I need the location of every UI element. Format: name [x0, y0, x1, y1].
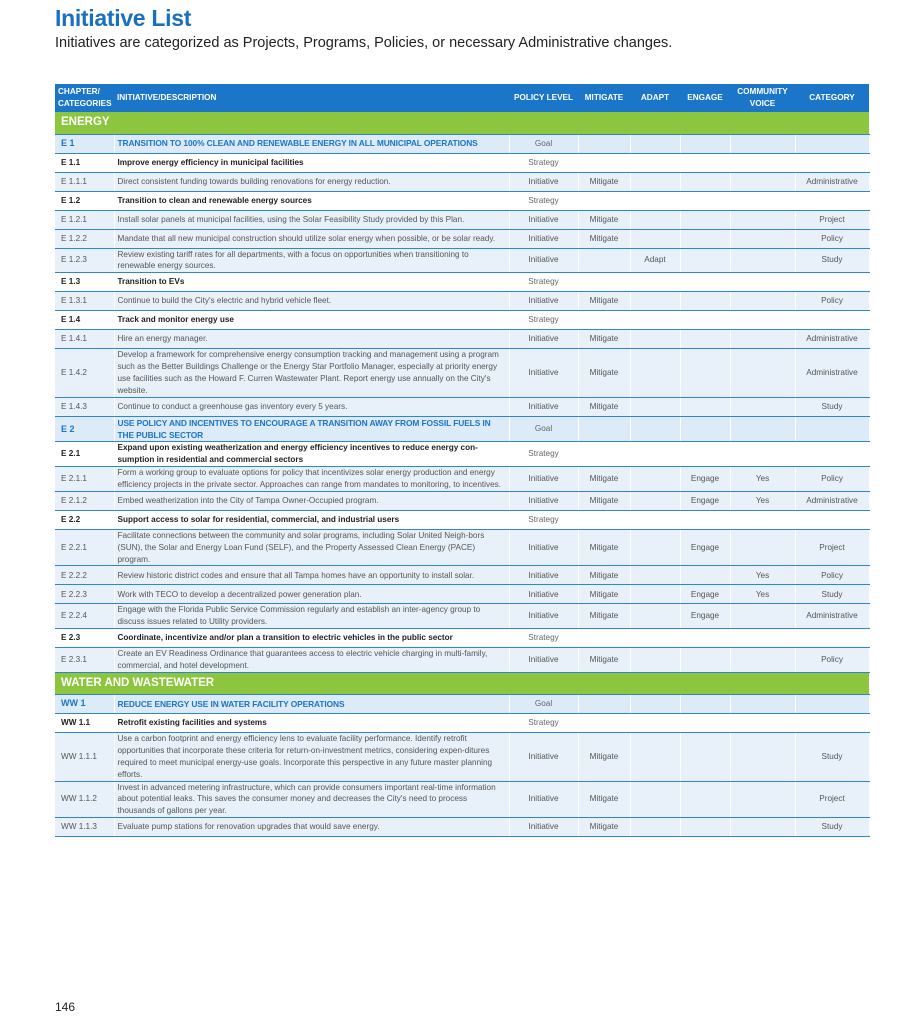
row-description: Support access to solar for residential, commercial, and industrial users [114, 510, 509, 529]
row-mitigate [578, 191, 630, 210]
row-policy-level: Strategy [509, 629, 578, 648]
table-row-strategy [55, 191, 869, 210]
row-description: Form a working group to evaluate options for policy that incentivizes solar energy production and energy efficiency projects in the private sector. Approaches can range from mandates to monitoring, to incentives. [114, 467, 509, 492]
row-description: Facilitate connections between the community and solar programs, including Solar United Neigh-bors (SUN), the Solar and Energy Loan Fund (SELF), and the Property Assessed Clean Energy (PACE) program. [114, 529, 509, 566]
row-policy-level: Initiative [509, 292, 578, 311]
row-community-voice [730, 330, 795, 349]
row-description: Invest in advanced metering infrastructure, which can provide consumers important real-time information about potential leaks. This saves the consumer money and decreases the City's need to process thousands of gallons per year. [114, 781, 509, 818]
row-category: Administrative [795, 491, 869, 510]
row-description: TRANSITION TO 100% CLEAN AND RENEWABLE ENERGY IN ALL MUNICIPAL OPERATIONS [114, 134, 509, 153]
row-description: Embed weatherization into the City of Tampa Owner-Occupied program. [114, 491, 509, 510]
row-engage [680, 134, 730, 153]
row-policy-level: Strategy [509, 191, 578, 210]
row-mitigate [578, 153, 630, 172]
row-engage [680, 292, 730, 311]
row-category: Policy [795, 467, 869, 492]
row-mitigate [578, 695, 630, 714]
row-mitigate: Mitigate [578, 172, 630, 191]
row-description: Direct consistent funding towards building renovations for energy reduction. [114, 172, 509, 191]
row-category [795, 273, 869, 292]
row-adapt [630, 191, 680, 210]
table-row-strategy [55, 273, 869, 292]
row-adapt [630, 416, 680, 441]
row-id: E 1.4 [55, 311, 114, 330]
row-id: E 2.2.1 [55, 529, 114, 566]
table-header-row [55, 84, 869, 112]
row-id: E 2.2.4 [55, 604, 114, 629]
row-id: E 2.2.2 [55, 566, 114, 585]
row-description: Review existing tariff rates for all departments, with a focus on opportunities when transitioning to renewable energy sources. [114, 248, 509, 273]
row-adapt [630, 585, 680, 604]
row-id: E 2.1.2 [55, 491, 114, 510]
row-category [795, 510, 869, 529]
row-category: Policy [795, 566, 869, 585]
row-category [795, 714, 869, 733]
row-community-voice [730, 781, 795, 818]
row-id: WW 1 [55, 695, 114, 714]
row-adapt [630, 330, 680, 349]
row-description: Mandate that all new municipal construction should utilize solar energy when possible, or be solar ready. [114, 229, 509, 248]
table-body [55, 112, 869, 837]
row-policy-level: Goal [509, 416, 578, 441]
row-category: Policy [795, 648, 869, 673]
row-adapt [630, 349, 680, 398]
row-id: E 1.4.1 [55, 330, 114, 349]
row-community-voice [730, 733, 795, 782]
row-id: E 2.2 [55, 510, 114, 529]
row-community-voice [730, 153, 795, 172]
row-id: E 2.3 [55, 629, 114, 648]
row-mitigate: Mitigate [578, 292, 630, 311]
row-policy-level: Initiative [509, 397, 578, 416]
row-engage [680, 510, 730, 529]
row-policy-level: Initiative [509, 210, 578, 229]
row-policy-level: Strategy [509, 714, 578, 733]
row-community-voice [730, 529, 795, 566]
row-mitigate [578, 416, 630, 441]
row-description: Review historic district codes and ensure that all Tampa homes have an opportunity to install solar. [114, 566, 509, 585]
row-community-voice: Yes [730, 491, 795, 510]
row-policy-level: Goal [509, 695, 578, 714]
row-id: WW 1.1 [55, 714, 114, 733]
row-policy-level: Initiative [509, 529, 578, 566]
row-adapt [630, 311, 680, 330]
row-engage [680, 714, 730, 733]
table-row-strategy [55, 714, 869, 733]
row-id: E 1.4.3 [55, 397, 114, 416]
row-engage [680, 416, 730, 441]
row-category: Project [795, 210, 869, 229]
row-description: Develop a framework for comprehensive energy consumption tracking and management using a program such as the Better Buildings Challenge or the Energy Star Portfolio Manager, especially at priority energy use facilities such as the Howard F. Curren Wastewater Plant. Report energy use annually on the City's website. [114, 349, 509, 398]
row-adapt: Adapt [630, 248, 680, 273]
row-engage [680, 818, 730, 837]
row-category [795, 134, 869, 153]
table-row-initiative [55, 529, 869, 566]
row-engage [680, 781, 730, 818]
row-category [795, 311, 869, 330]
row-adapt [630, 648, 680, 673]
page-title: Initiative List [55, 5, 192, 31]
row-mitigate: Mitigate [578, 330, 630, 349]
row-category: Administrative [795, 172, 869, 191]
row-mitigate: Mitigate [578, 648, 630, 673]
row-mitigate [578, 510, 630, 529]
row-description: Continue to build the City's electric and hybrid vehicle fleet. [114, 292, 509, 311]
header-chapter: CHAPTER/ CATEGORIES [55, 84, 114, 112]
row-community-voice [730, 248, 795, 273]
table-row-initiative [55, 248, 869, 273]
row-engage: Engage [680, 604, 730, 629]
row-community-voice [730, 714, 795, 733]
row-adapt [630, 442, 680, 467]
row-adapt [630, 467, 680, 492]
row-category: Study [795, 585, 869, 604]
row-adapt [630, 714, 680, 733]
row-category: Policy [795, 229, 869, 248]
row-policy-level: Initiative [509, 330, 578, 349]
table-row-initiative [55, 229, 869, 248]
row-mitigate: Mitigate [578, 229, 630, 248]
row-engage [680, 442, 730, 467]
row-adapt [630, 210, 680, 229]
table-row-initiative [55, 292, 869, 311]
row-id: E 1.2 [55, 191, 114, 210]
row-mitigate: Mitigate [578, 467, 630, 492]
header-category: CATEGORY [795, 84, 869, 112]
row-policy-level: Initiative [509, 172, 578, 191]
row-category [795, 191, 869, 210]
row-description: Create an EV Readiness Ordinance that guarantees access to electric vehicle charging in multi-family, commercial, and hotel development. [114, 648, 509, 673]
row-mitigate: Mitigate [578, 604, 630, 629]
row-policy-level: Initiative [509, 648, 578, 673]
row-engage: Engage [680, 467, 730, 492]
row-community-voice [730, 818, 795, 837]
row-adapt [630, 397, 680, 416]
row-mitigate [578, 442, 630, 467]
row-community-voice [730, 134, 795, 153]
header-engage: ENGAGE [680, 84, 730, 112]
table-row-initiative [55, 330, 869, 349]
row-id: E 2.3.1 [55, 648, 114, 673]
row-community-voice [730, 629, 795, 648]
row-engage [680, 733, 730, 782]
row-community-voice: Yes [730, 467, 795, 492]
row-adapt [630, 491, 680, 510]
row-policy-level: Strategy [509, 442, 578, 467]
row-community-voice [730, 604, 795, 629]
row-id: E 1.4.2 [55, 349, 114, 398]
page-subtitle: Initiatives are categorized as Projects, Programs, Policies, or necessary Administrative changes. [55, 35, 673, 51]
row-engage [680, 566, 730, 585]
header-mitigate: MITIGATE [578, 84, 630, 112]
table-row-initiative [55, 397, 869, 416]
row-category [795, 695, 869, 714]
table-row-strategy [55, 153, 869, 172]
row-adapt [630, 229, 680, 248]
row-description: Continue to conduct a greenhouse gas inventory every 5 years. [114, 397, 509, 416]
row-policy-level: Initiative [509, 604, 578, 629]
row-description: USE POLICY AND INCENTIVES TO ENCOURAGE A TRANSITION AWAY FROM FOSSIL FUELS IN THE PUBLIC SECTOR [114, 416, 509, 441]
table-row-strategy [55, 629, 869, 648]
row-policy-level: Initiative [509, 467, 578, 492]
row-mitigate: Mitigate [578, 566, 630, 585]
row-engage [680, 172, 730, 191]
row-community-voice [730, 442, 795, 467]
table-row-initiative [55, 566, 869, 585]
header-community-voice: COMMUNITY VOICE [730, 84, 795, 112]
row-id: E 2.1 [55, 442, 114, 467]
row-category: Project [795, 781, 869, 818]
row-description: Engage with the Florida Public Service Commission regularly and establish an inter-agency group to discuss issues related to Utility providers. [114, 604, 509, 629]
row-mitigate: Mitigate [578, 781, 630, 818]
row-engage [680, 273, 730, 292]
row-id: WW 1.1.1 [55, 733, 114, 782]
row-id: E 2.2.3 [55, 585, 114, 604]
table-row-initiative [55, 733, 869, 782]
row-community-voice [730, 210, 795, 229]
row-description: Install solar panels at municipal facilities, using the Solar Feasibility Study provided by this Plan. [114, 210, 509, 229]
row-adapt [630, 134, 680, 153]
row-community-voice [730, 311, 795, 330]
row-engage [680, 397, 730, 416]
row-policy-level: Initiative [509, 585, 578, 604]
table-row-initiative [55, 648, 869, 673]
row-engage [680, 629, 730, 648]
row-policy-level: Initiative [509, 818, 578, 837]
row-policy-level: Initiative [509, 248, 578, 273]
row-description: Transition to EVs [114, 273, 509, 292]
table-row-initiative [55, 467, 869, 492]
row-mitigate: Mitigate [578, 818, 630, 837]
row-engage [680, 191, 730, 210]
row-adapt [630, 818, 680, 837]
row-id: E 1.2.3 [55, 248, 114, 273]
table-row-initiative [55, 491, 869, 510]
table-row-strategy [55, 510, 869, 529]
row-adapt [630, 566, 680, 585]
table-row-goal [55, 134, 869, 153]
row-id: E 1.2.2 [55, 229, 114, 248]
table-row-goal [55, 695, 869, 714]
row-mitigate [578, 311, 630, 330]
row-policy-level: Initiative [509, 733, 578, 782]
row-category [795, 416, 869, 441]
row-adapt [630, 529, 680, 566]
row-engage: Engage [680, 491, 730, 510]
row-category: Study [795, 248, 869, 273]
row-description: Use a carbon footprint and energy efficiency lens to evaluate facility performance. Identify retrofit opportunities that incorporate these criteria for return-on-investment metrics, considering expen-ditures required to meet municipal energy-use goals. Incorporate this perspective in any future master planning efforts. [114, 733, 509, 782]
row-id: E 1.1.1 [55, 172, 114, 191]
row-id: WW 1.1.3 [55, 818, 114, 837]
header-policy-level: POLICY LEVEL [509, 84, 578, 112]
row-description: Work with TECO to develop a decentralized power generation plan. [114, 585, 509, 604]
row-adapt [630, 273, 680, 292]
section-title: ENERGY [55, 112, 869, 134]
row-policy-level: Initiative [509, 229, 578, 248]
section-header [55, 112, 869, 134]
table-row-initiative [55, 604, 869, 629]
row-mitigate [578, 134, 630, 153]
row-category: Study [795, 397, 869, 416]
row-policy-level: Initiative [509, 781, 578, 818]
row-mitigate: Mitigate [578, 585, 630, 604]
row-community-voice [730, 273, 795, 292]
row-adapt [630, 153, 680, 172]
row-adapt [630, 695, 680, 714]
row-description: Improve energy efficiency in municipal facilities [114, 153, 509, 172]
row-mitigate [578, 273, 630, 292]
row-id: E 1.3 [55, 273, 114, 292]
row-engage [680, 248, 730, 273]
row-community-voice [730, 191, 795, 210]
row-policy-level: Initiative [509, 349, 578, 398]
table-row-initiative [55, 818, 869, 837]
table-row-initiative [55, 172, 869, 191]
table-row-strategy [55, 442, 869, 467]
row-id: E 1 [55, 134, 114, 153]
row-adapt [630, 733, 680, 782]
row-category: Study [795, 733, 869, 782]
row-engage [680, 153, 730, 172]
table-row-goal [55, 416, 869, 441]
row-description: Evaluate pump stations for renovation upgrades that would save energy. [114, 818, 509, 837]
row-id: E 2.1.1 [55, 467, 114, 492]
row-category: Administrative [795, 349, 869, 398]
row-engage [680, 695, 730, 714]
header-description: INITIATIVE/DESCRIPTION [114, 84, 509, 112]
row-policy-level: Goal [509, 134, 578, 153]
row-mitigate: Mitigate [578, 397, 630, 416]
table-row-strategy [55, 311, 869, 330]
row-category [795, 442, 869, 467]
section-header [55, 673, 869, 695]
row-engage [680, 210, 730, 229]
row-mitigate: Mitigate [578, 210, 630, 229]
row-description: REDUCE ENERGY USE IN WATER FACILITY OPERATIONS [114, 695, 509, 714]
row-id: E 1.2.1 [55, 210, 114, 229]
table-row-initiative [55, 781, 869, 818]
page-number: 146 [55, 1000, 76, 1014]
row-id: E 1.1 [55, 153, 114, 172]
row-engage: Engage [680, 529, 730, 566]
row-community-voice [730, 229, 795, 248]
table-row-initiative [55, 349, 869, 398]
row-community-voice [730, 397, 795, 416]
row-adapt [630, 172, 680, 191]
row-mitigate [578, 714, 630, 733]
section-title: WATER AND WASTEWATER [55, 673, 869, 695]
row-community-voice [730, 416, 795, 441]
row-community-voice: Yes [730, 566, 795, 585]
row-category [795, 153, 869, 172]
row-engage [680, 648, 730, 673]
row-id: E 2 [55, 416, 114, 441]
row-policy-level: Strategy [509, 153, 578, 172]
row-policy-level: Strategy [509, 273, 578, 292]
row-category: Policy [795, 292, 869, 311]
row-mitigate: Mitigate [578, 733, 630, 782]
row-category: Study [795, 818, 869, 837]
row-community-voice [730, 648, 795, 673]
row-description: Hire an energy manager. [114, 330, 509, 349]
table-row-initiative [55, 210, 869, 229]
row-adapt [630, 629, 680, 648]
row-engage [680, 311, 730, 330]
table-row-initiative [55, 585, 869, 604]
row-adapt [630, 781, 680, 818]
row-description: Expand upon existing weatherization and energy efficiency incentives to reduce energy con-sumption in residential and commercial sectors [114, 442, 509, 467]
row-category: Administrative [795, 330, 869, 349]
row-community-voice [730, 292, 795, 311]
row-mitigate [578, 248, 630, 273]
row-community-voice [730, 172, 795, 191]
row-description: Transition to clean and renewable energy sources [114, 191, 509, 210]
row-engage [680, 349, 730, 398]
row-mitigate: Mitigate [578, 529, 630, 566]
row-policy-level: Strategy [509, 510, 578, 529]
row-description: Retrofit existing facilities and systems [114, 714, 509, 733]
row-policy-level: Initiative [509, 491, 578, 510]
row-adapt [630, 510, 680, 529]
row-description: Track and monitor energy use [114, 311, 509, 330]
row-mitigate: Mitigate [578, 491, 630, 510]
row-policy-level: Initiative [509, 566, 578, 585]
header-adapt: ADAPT [630, 84, 680, 112]
row-adapt [630, 292, 680, 311]
row-category: Administrative [795, 604, 869, 629]
row-engage: Engage [680, 585, 730, 604]
row-engage [680, 330, 730, 349]
row-category [795, 629, 869, 648]
row-community-voice [730, 695, 795, 714]
row-description: Coordinate, incentivize and/or plan a transition to electric vehicles in the public sector [114, 629, 509, 648]
row-community-voice [730, 349, 795, 398]
row-adapt [630, 604, 680, 629]
row-community-voice: Yes [730, 585, 795, 604]
initiative-table [55, 84, 870, 837]
row-mitigate: Mitigate [578, 349, 630, 398]
row-id: WW 1.1.2 [55, 781, 114, 818]
row-id: E 1.3.1 [55, 292, 114, 311]
row-community-voice [730, 510, 795, 529]
row-mitigate [578, 629, 630, 648]
row-category: Project [795, 529, 869, 566]
row-policy-level: Strategy [509, 311, 578, 330]
row-engage [680, 229, 730, 248]
